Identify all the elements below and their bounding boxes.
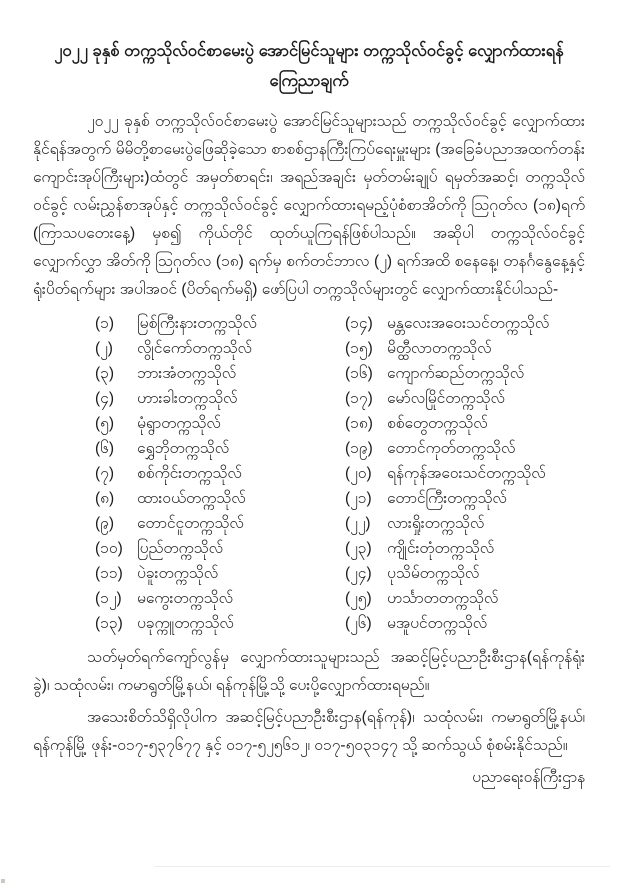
university-name: စစ်တွေတက္ကသိုလ်	[387, 415, 488, 432]
item-number: (၈)	[95, 490, 115, 507]
university-row	[95, 461, 585, 486]
list-item	[95, 536, 345, 561]
item-number: (၃)	[95, 365, 115, 382]
list-item	[95, 436, 345, 461]
university-row	[95, 436, 585, 461]
list-item	[345, 386, 585, 411]
university-name: ထားဝယ်တက္ကသိုလ်	[137, 490, 246, 507]
university-row	[95, 411, 585, 436]
university-name: စစ်ကိုင်းတက္ကသိုလ်	[137, 465, 242, 482]
university-name: ပဲခူးတက္ကသိုလ်	[137, 565, 219, 582]
university-row	[95, 311, 585, 336]
item-number: (၂၁)	[345, 490, 372, 507]
list-item	[345, 486, 585, 511]
university-name: မိတ္ထီလာတက္ကသိုလ်	[387, 340, 492, 357]
university-name: ပုသိမ်တက္ကသိုလ်	[387, 565, 480, 582]
university-row	[95, 511, 585, 536]
scan-artifact-line	[155, 866, 610, 867]
university-list	[33, 311, 585, 636]
item-number: (၂၀)	[345, 465, 372, 482]
list-item	[345, 311, 585, 336]
item-number: (၉)	[95, 515, 115, 532]
intro-paragraph: ၂၀၂၂ ခုနှစ် တက္ကသိုလ်ဝင်စာမေးပွဲ အောင်မြင်သူများသည် တက္ကသိုလ်ဝင်ခွင့် လျှောက်ထားနိုင်ရန်အတွက် မိမိတို့စာမေးပွဲဖြေဆိုခဲ့သော စာစစ်ဌာနကြီးကြပ်ရေးမှူးများ (အခြေခံပညာအထက်တန်း ကျောင်းအုပ်ကြီးများ)ထံတွင် အမှတ်စာရင်း၊ အရည်အချင်း မှတ်တမ်းချုပ် ရမှတ်အဆင့်၊ တက္ကသိုလ်ဝင်ခွင့် လမ်းညွှန်စာအုပ်နှင့် တက္ကသိုလ်ဝင်ခွင့် လျှောက်ထားရမည့်ပုံစံစာအိတ်ကို သြဂုတ်လ (၁၈)ရက် (ကြာသပတေးနေ့) မှစ၍ ကိုယ်တိုင် ထုတ်ယူကြရန်ဖြစ်ပါသည်။ အဆိုပါ တက္ကသိုလ်ဝင်ခွင့်လျှောက်လွှာ အိတ်ကို သြဂုတ်လ (၁၈) ရက်မှ စက်တင်ဘာလ (၂) ရက်အထိ စနေနေ့၊ တနင်္ဂနွေနေ့နှင့် ရုံးပိတ်ရက်များ အပါအဝင် (ပိတ်ရက်မရှိ) ဖော်ပြပါ တက္ကသိုလ်များတွင် လျှောက်ထားနိုင်ပါသည်-	[33, 113, 585, 298]
list-item	[345, 511, 585, 536]
signature-ministry: ပညာရေးဝန်ကြီးဌာန	[472, 769, 585, 786]
list-item	[95, 611, 345, 636]
university-name: တောင်ကုတ်တက္ကသိုလ်	[387, 440, 516, 457]
university-name: ပခုက္ကူတက္ကသိုလ်	[137, 615, 234, 632]
list-item	[95, 336, 345, 361]
scan-artifact-speck	[1, 879, 5, 883]
university-row	[95, 536, 585, 561]
university-name: တောင်ငူတက္ကသိုလ်	[137, 515, 244, 532]
list-item	[345, 611, 585, 636]
university-name: လားရှိုးတက္ကသိုလ်	[387, 515, 485, 532]
item-number: (၂၆)	[345, 615, 372, 632]
document-title-line1: ၂၀၂၂ ခုနှစ် တက္ကသိုလ်ဝင်စာမေးပွဲ အောင်မြင်သူများ တက္ကသိုလ်ဝင်ခွင့် လျှောက်ထားရန်	[54, 42, 564, 60]
item-number: (၁၆)	[345, 365, 373, 382]
item-number: (၂၅)	[345, 590, 372, 607]
university-name: မန္တလေးအဝေးသင်တက္ကသိုလ်	[387, 315, 550, 332]
item-number: (၂၄)	[345, 565, 372, 582]
item-number: (၁၉)	[345, 440, 373, 457]
list-item	[95, 411, 345, 436]
item-number: (၁၃)	[95, 615, 123, 632]
document-title-line2: ကြေညာချက်	[269, 72, 349, 90]
item-number: (၄)	[95, 390, 115, 407]
item-number: (၁၇)	[345, 390, 373, 407]
university-name: မြစ်ကြီးနားတက္ကသိုလ်	[137, 315, 257, 332]
list-item	[95, 561, 345, 586]
university-row	[95, 586, 585, 611]
university-name: မကွေးတက္ကသိုလ်	[137, 590, 234, 607]
university-name: ကျိုင်းတုံတက္ကသိုလ်	[387, 540, 495, 557]
list-item	[345, 361, 585, 386]
late-submission-paragraph: သတ်မှတ်ရက်ကျော်လွန်မှ လျှောက်ထားသူများသည် အဆင့်မြင့်ပညာဦးစီးဌာန(ရန်ကုန်ရုံးခွဲ)၊ သထုံလမ်း၊ ကမာရွတ်မြို့နယ်၊ ရန်ကုန်မြို့သို့ ပေးပို့လျှောက်ထားရမည်။	[33, 649, 585, 694]
university-row	[95, 611, 585, 636]
university-row	[95, 561, 585, 586]
item-number: (၁၅)	[345, 340, 373, 357]
item-number: (၆)	[95, 440, 115, 457]
list-item	[345, 561, 585, 586]
item-number: (၂၃)	[345, 540, 372, 557]
item-number: (၂)	[95, 340, 113, 357]
list-item	[95, 461, 345, 486]
university-row	[95, 336, 585, 361]
list-item	[345, 536, 585, 561]
list-item	[95, 486, 345, 511]
list-item	[345, 586, 585, 611]
document-title	[33, 36, 585, 96]
university-name: လွိုင်ကော်တက္ကသိုလ်	[137, 340, 253, 357]
list-item	[95, 386, 345, 411]
list-item	[345, 336, 585, 361]
list-item	[95, 361, 345, 386]
item-number: (၁၀)	[95, 540, 123, 557]
item-number: (၇)	[95, 465, 115, 482]
university-name: ဘားအံတက္ကသိုလ်	[137, 365, 237, 382]
university-row	[95, 386, 585, 411]
university-name: ဟင်္သာတတက္ကသိုလ်	[387, 590, 499, 607]
university-name: တောင်ကြီးတက္ကသိုလ်	[387, 490, 507, 507]
item-number: (၁၂)	[95, 590, 122, 607]
item-number: (၁၄)	[345, 315, 373, 332]
university-name: ကျောက်ဆည်တက္ကသိုလ်	[387, 365, 525, 382]
university-row	[95, 361, 585, 386]
university-name: ရွှေဘိုတက္ကသိုလ်	[137, 440, 230, 457]
list-item	[345, 461, 585, 486]
list-item	[345, 436, 585, 461]
list-item	[95, 311, 345, 336]
university-row	[95, 486, 585, 511]
list-item	[345, 411, 585, 436]
university-name: ရန်ကုန်အဝေးသင်တက္ကသိုလ်	[387, 465, 546, 482]
university-name: ဟားခါးတက္ကသိုလ်	[137, 390, 238, 407]
university-name: မော်လမြိုင်တက္ကသိုလ်	[387, 390, 506, 407]
item-number: (၁)	[95, 315, 115, 332]
university-name: ပြည်တက္ကသိုလ်	[137, 540, 224, 557]
list-item	[95, 586, 345, 611]
contact-paragraph: အသေးစိတ်သိရှိလိုပါက အဆင့်မြင့်ပညာဦးစီးဌာန(ရန်ကုန်)၊ သထုံလမ်း၊ ကမာရွတ်မြို့နယ်၊ ရန်ကုန်မြို့ ဖုန်း-၀၁၇-၅၃၇၆၇၇ နှင့် ၀၁၇-၅၂၅၆၁၂၊ ၀၁၇-၅၀၃၁၄၇ သို့ ဆက်သွယ် စုံစမ်းနိုင်သည်။	[33, 709, 585, 754]
item-number: (၁၁)	[95, 565, 123, 582]
item-number: (၁၈)	[345, 415, 373, 432]
item-number: (၅)	[95, 415, 115, 432]
university-name: မုံရွာတက္ကသိုလ်	[137, 415, 221, 432]
university-name: မအူပင်တက္ကသိုလ်	[387, 615, 488, 632]
item-number: (၂၂)	[345, 515, 371, 532]
list-item	[95, 511, 345, 536]
